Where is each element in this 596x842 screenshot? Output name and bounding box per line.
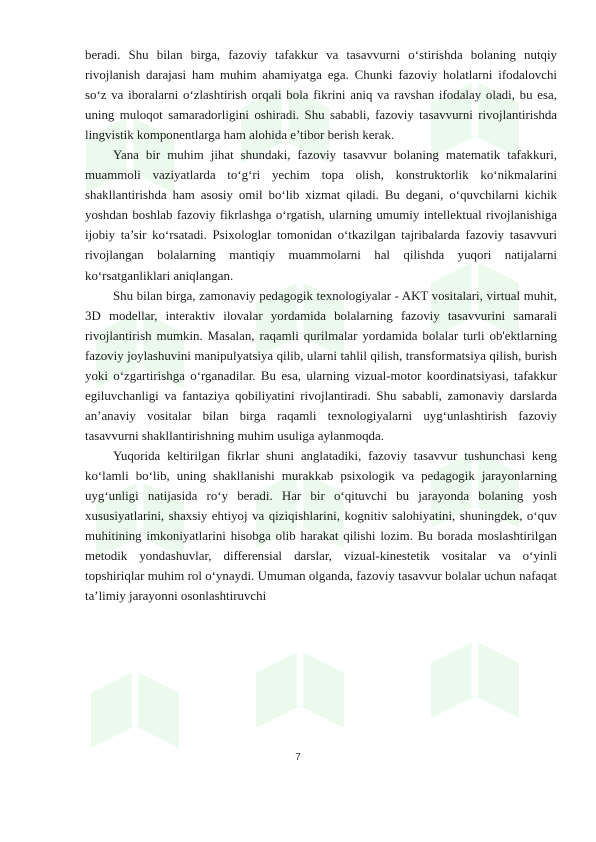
- paragraph-4: Yuqorida keltirilgan fikrlar shuni anglatadiki, fazoviy tasavvur tushunchasi keng ko‘lamli bo‘lib, uning shakllanishi murakkab psixologik va pedagogik jarayonlarning uyg‘unligi natijasida ro‘y beradi. Har bir o‘qituvchi bu jarayonda bolaning yosh xususiyatlarini, shaxsiy ehtiyoj va qiziqishlarini, kognitiv salohiyatini, shuningdek, o‘quv muhitining imkoniyatlarini hisobga olib harakat qilishi lozim. Bu borada moslashtirilgan metodik yondashuvlar, differensial darslar, vizual-kinestetik vositalar va o‘yinli topshiriqlar muhim rol o‘ynaydi. Umuman olganda, fazoviy tasavvur bolalar uchun nafaqat ta’limiy jarayonni osonlashtiruvchi: [85, 448, 557, 604]
- paragraph-2: Yana bir muhim jihat shundaki, fazoviy tasavvur bolaning matematik tafakkuri, muammoli vaziyatlarda to‘g‘ri yechim topa olish, konstruktorlik ko‘nikmalarini shakllantirishda ham asosiy omil bo‘lib xizmat qiladi. Bu degani, o‘quvchilarni kichik yoshdan boshlab fazoviy fikrlashga o‘rgatish, ularning umumiy intellektual rivojlanishiga ijobiy ta’sir ko‘rsatadi. Psixologlar tomonidan o‘tkazilgan tajribalarda fazoviy tasavvuri rivojlangan bolalarning mantiqiy muammolarni hal qilishda yuqori natijalarni ko‘rsatganliklari aniqlangan.: [85, 148, 557, 283]
- watermark-logo-icon: [245, 640, 355, 750]
- paragraph-3: Shu bilan birga, zamonaviy pedagogik texnologiyalar - AKT vositalari, virtual muhit, 3D modellar, interaktiv ilovalar yordamida bolalarning fazoviy tasavvurini samarali rivojlantirish mumkin. Masalan, raqamli qurilmalar yordamida bolalar turli ob'ektlarning fazoviy joylashuvini manipulyatsiya qilib, ularni tahlil qilish, transformatsiya qilish, burish yoki o‘zgartirishga o‘rganadilar. Bu esa, ularning vizual-motor koordinatsiyasi, tafakkur egiluvchanligi va fantaziya qobiliyatini rivojlantiradi. Shu sababli, zamonaviy darslarda an’anaviy vositalar bilan birga raqamli texnologiyalarni uyg‘unlashtirish fazoviy tasavvurni shakllantirishning muhim usuliga aylanmoqda.: [85, 288, 557, 443]
- paragraph-1: beradi. Shu bilan birga, fazoviy tafakkur va tasavvurni o‘stirishda bolaning nutqiy rivojlanish darajasi ham muhim ahamiyatga ega. Chunki fazoviy holatlarni ifodalovchi so‘z va iboralarni o‘zlashtirish orqali bola fikrini aniq va ravshan ifodalay oladi, bu esa, uning muloqot samaradorligini oshiradi. Shu sababli, fazoviy tasavvurni rivojlantirishda lingvistik komponentlarga ham alohida e’tibor berish kerak.: [85, 48, 557, 143]
- document-body: [85, 45, 557, 606]
- watermark-logo-icon: [420, 630, 530, 740]
- page-number: 7: [295, 752, 301, 763]
